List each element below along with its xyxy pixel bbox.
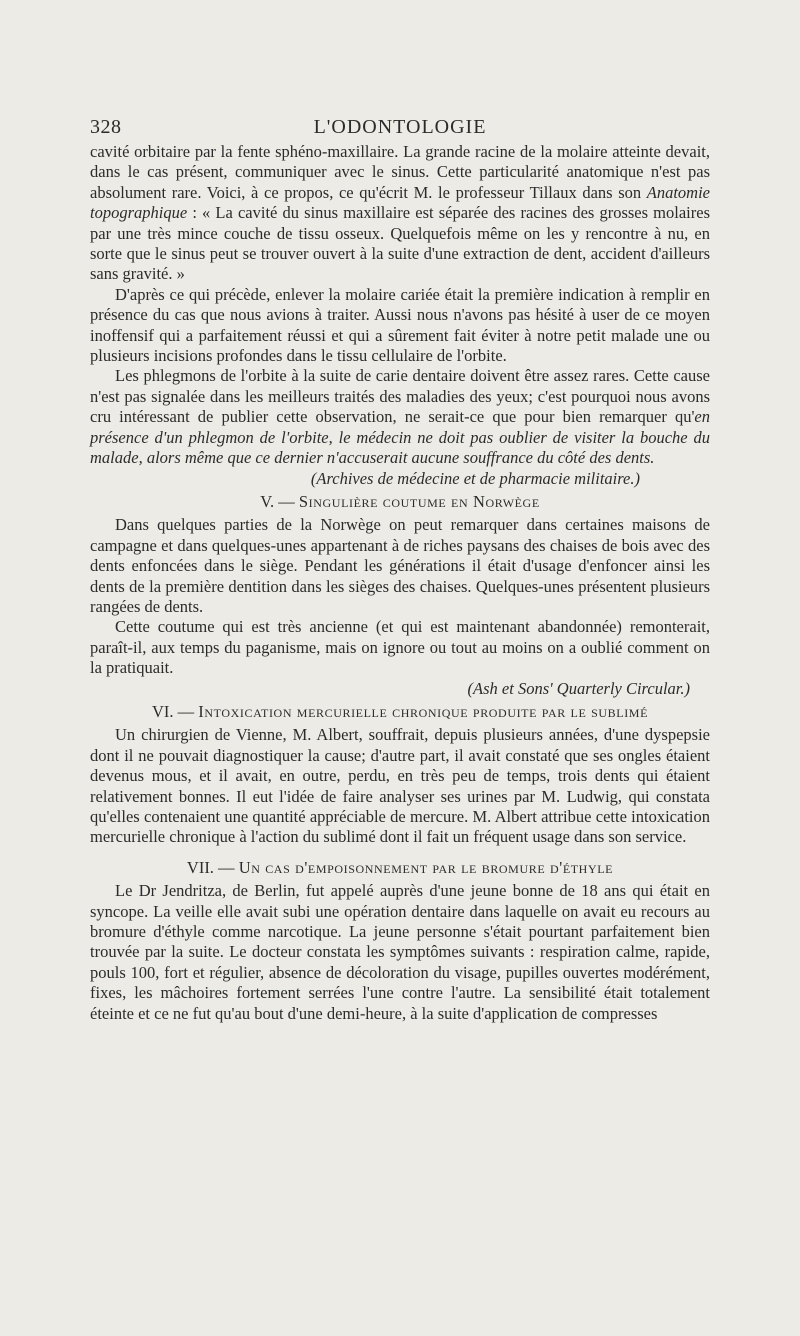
section-heading: VII. — Un cas d'empoisonnement par le bromure d'éthyle [186, 857, 614, 877]
paragraph: Un chirurgien de Vienne, M. Albert, souffrait, depuis plusieurs années, d'une dyspepsie dont il ne pouvait diagnostiquer la cause; d'autre part, il avait constaté que ses ongles étaient devenus mous, et il avait, en outre, perdu, en très peu de temps, trois dents qui étaient relativement bonnes. Il eut l'idée de faire analyser ses urines par M. Ludwig, qui constata qu'elles contenaient une quantité appréciable de mercure. M. Albert attribue cette intoxication mercurielle chronique à l'action du sublimé dont il fait un fréquent usage dans son service. [90, 725, 710, 847]
paragraph: D'après ce qui précède, enlever la molaire cariée était la première indication à remplir en présence du cas que nous avions à traiter. Aussi nous n'avons pas hésité à user de ce moyen inoffensif qui a parfaitement réussi et qui a sûrement fait éviter à notre petit malade une ou plusieurs incisions profondes dans le tissu cellulaire de l'orbite. [90, 284, 710, 366]
page-body [90, 142, 710, 1024]
section-heading: V. — Singulière coutume en Norwège [260, 491, 540, 511]
page-number: 328 [90, 116, 122, 138]
page-header [90, 116, 710, 142]
paragraph: Cette coutume qui est très ancienne (et qui est maintenant abandonnée) remonterait, paraît-il, aux temps du paganisme, mais on ignore ou tout au moins on a oublié comment on la pratiquait. [90, 617, 710, 678]
book-title: Anatomie topographique [90, 182, 710, 223]
emphasized-text: en présence d'un phlegmon de l'orbite, le médecin ne doit pas oublier de visiter la bouche du malade, alors même que ce dernier n'accuserait aucune souffrance du côté des dents. [90, 407, 710, 468]
running-title: L'ODONTOLOGIE [313, 116, 487, 138]
source-citation: (Archives de médecine et de pharmacie militaire.) [310, 468, 640, 488]
source-citation: (Ash et Sons' Quarterly Circular.) [467, 678, 690, 698]
paragraph: Le Dr Jendritza, de Berlin, fut appelé auprès d'une jeune bonne de 18 ans qui était en syncope. La veille elle avait subi une opération dentaire dans laquelle on avait eu recours au bromure d'éthyle comme narcotique. La jeune personne s'était pourtant parfaitement bien trouvée par la suite. Le docteur constata les symptômes suivants : respiration calme, rapide, pouls 100, fort et régulier, absence de décoloration du visage, pupilles ouvertes modérément, fixes, les mâchoires fortement serrées l'une contre l'autre. La sensibilité était totalement éteinte et ce ne fut qu'au bout d'une demi-heure, à la suite d'application de compresses [90, 881, 710, 1023]
section-heading: VI. — Intoxication mercurielle chronique produite par le sublimé [151, 701, 648, 721]
paragraph: Dans quelques parties de la Norwège on peut remarquer dans certaines maisons de campagne et dans quelques-unes appartenant à de riches paysans des chaises de bois avec des dents enfoncées dans le siège. Pendant les générations il était d'usage d'enfoncer ainsi les dents de la première dentition dans les sièges des chaises. Quelques-unes présentent plusieurs rangées de dents. [90, 515, 710, 616]
paragraph: cavité orbitaire par la fente sphéno-maxillaire. La grande racine de la molaire atteinte devait, dans le cas présent, communiquer avec le sinus. Cette particularité anatomique n'est pas absolument rare. Voici, à ce propos, ce qu'écrit M. le professeur Tillaux dans son Anatomie topographique : « La cavité du sinus maxillaire est séparée des racines des grosses molaires par une très mince couche de tissu osseux. Quelquefois même on les y rencontre à nu, en sorte que le sinus peut se trouver ouvert à la suite d'une extraction de dent, accident d'ailleurs sans gravité. » [90, 142, 710, 284]
paragraph: Les phlegmons de l'orbite à la suite de carie dentaire doivent être assez rares. Cette cause n'est pas signalée dans les meilleurs traités des maladies des yeux; c'est pourquoi nous avons cru intéressant de publier cette observation, ne serait-ce que pour bien remarquer qu'en présence d'un phlegmon de l'orbite, le médecin ne doit pas oublier de visiter la bouche du malade, alors même que ce dernier n'accuserait aucune souffrance du côté des dents. [90, 366, 710, 468]
